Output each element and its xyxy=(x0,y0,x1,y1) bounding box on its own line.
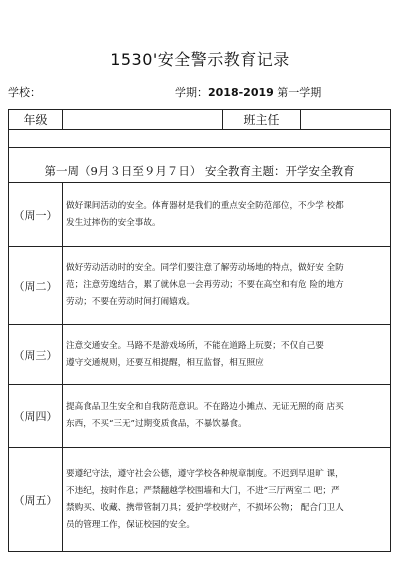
content-line: 禁购买、收藏、携带管制刀具；爱护学校财产，不损坏公物； 配合门卫人 xyxy=(66,502,344,513)
content-line: 注意交通安全。马路不是游戏场所，不能在道路上玩耍；不仅自己要 xyxy=(66,340,324,351)
day-content-thu xyxy=(63,385,391,448)
teacher-label: 班主任 xyxy=(223,110,301,130)
content-line: 劳动；不要在劳动时间打闹嬉戏。 xyxy=(66,297,195,307)
teacher-value-cell xyxy=(301,110,391,130)
day-row-tue xyxy=(9,247,391,325)
term-year: 2018-2019 xyxy=(208,86,274,99)
day-content-tue xyxy=(63,247,391,325)
day-label-fri: （周五） xyxy=(9,448,63,552)
day-label-wed: （周三） xyxy=(9,325,63,385)
day-row-thu xyxy=(9,385,391,448)
term-label: 学期： xyxy=(175,86,208,99)
grade-row xyxy=(9,110,391,130)
content-line: 东西，不买“三无”过期变质食品，不暴饮暴食。 xyxy=(66,419,247,429)
day-label-tue: （周二） xyxy=(9,247,63,325)
content-line: 范；注意劳逸结合，累了就休息一会再劳动；不要在高空和有危 险的地方 xyxy=(66,280,344,290)
day-content-mon xyxy=(63,183,391,247)
week-theme: 第一周（9月３日至９月７日） 安全教育主题：开学安全教育 xyxy=(9,148,391,183)
day-content-wed xyxy=(63,325,391,385)
day-row-fri xyxy=(9,448,391,552)
content-line: 做好课间活动的安全。体育器材是我们的重点安全防范部位，不少学 校都 xyxy=(66,200,344,211)
grade-value-cell xyxy=(63,110,223,130)
term-field xyxy=(175,84,321,100)
content-line: 做好劳动活动时的安全。同学们要注意了解劳动场地的特点，做好安 全防 xyxy=(66,263,344,273)
day-label-mon: （周一） xyxy=(9,183,63,247)
spacer-row xyxy=(9,130,391,148)
spacer-cell xyxy=(9,130,391,148)
safety-record-table xyxy=(8,109,391,552)
page-title: 1530'安全警示教育记录 xyxy=(110,50,290,69)
day-label-thu: （周四） xyxy=(9,385,63,448)
school-label: 学校： xyxy=(8,86,41,99)
day-row-wed xyxy=(9,325,391,385)
day-row-mon xyxy=(9,183,391,247)
content-line: 提高食品卫生安全和自我防范意识。不在路边小摊点、无证无照的商 店买 xyxy=(66,402,344,412)
term-name: 第一学期 xyxy=(277,86,322,99)
school-field xyxy=(8,84,41,100)
content-line: 发生过摔伤的安全事故。 xyxy=(66,217,161,228)
week-theme-row xyxy=(9,148,391,183)
grade-label: 年级 xyxy=(9,110,63,130)
content-line: 员的管理工作，保证校园的安全。 xyxy=(66,519,195,530)
day-content-fri xyxy=(63,448,391,552)
content-line: 要遵纪守法，遵守社会公德，遵守学校各种规章制度。不迟到早退旷 课， xyxy=(66,468,344,479)
content-line: 不违纪，按时作息；严禁翻越学校围墙和大门，不进“三厅两室二 吧；严 xyxy=(66,485,340,496)
content-line: 遵守交通规则，还要互相提醒，相互监督，相互照应 xyxy=(66,357,264,368)
